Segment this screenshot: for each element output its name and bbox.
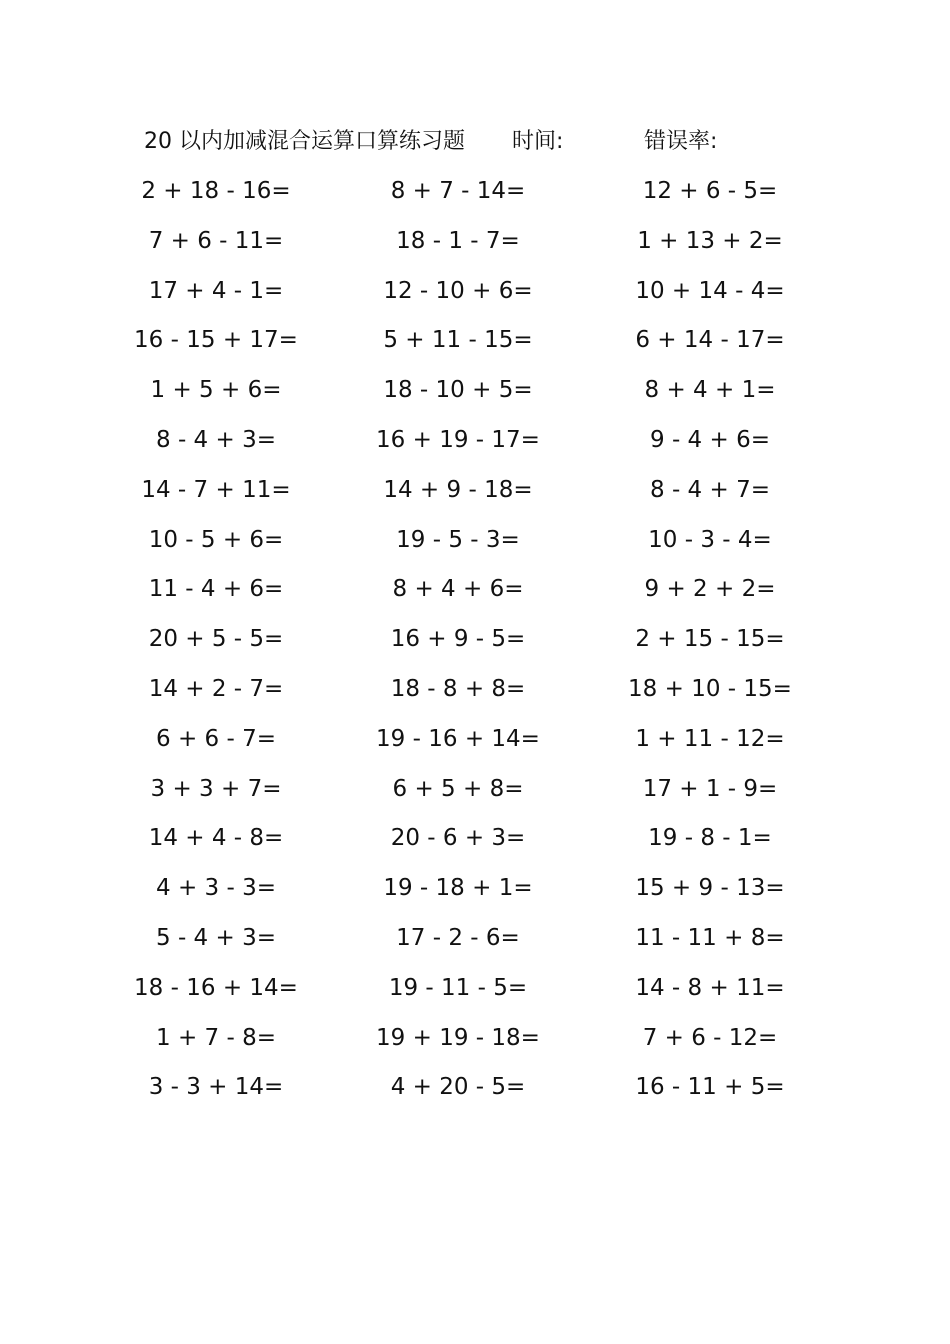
problem-cell: 16 + 9 - 5= — [390, 626, 526, 653]
problem-cell: 1 + 5 + 6= — [150, 377, 282, 404]
problem-cell: 18 - 1 - 7= — [396, 227, 520, 254]
worksheet-header — [144, 124, 784, 160]
problem-cell: 14 - 7 + 11= — [141, 476, 291, 503]
problem-cell: 9 + 2 + 2= — [644, 576, 776, 603]
problem-row — [0, 268, 950, 318]
problem-cell: 9 - 4 + 6= — [650, 426, 770, 453]
problem-cell: 14 + 9 - 18= — [383, 476, 533, 503]
problem-cell: 6 + 6 - 7= — [156, 725, 276, 752]
problem-cell: 16 + 19 - 17= — [376, 426, 540, 453]
problem-row — [0, 666, 950, 716]
problem-cell: 19 - 11 - 5= — [388, 974, 528, 1001]
problem-cell: 1 + 7 - 8= — [156, 1024, 276, 1051]
problem-cell: 18 + 10 - 15= — [628, 675, 792, 702]
problem-row — [0, 218, 950, 268]
problem-cell: 10 - 3 - 4= — [648, 526, 772, 553]
problem-cell: 8 + 7 - 14= — [390, 178, 526, 204]
problem-cell: 5 - 4 + 3= — [156, 924, 276, 951]
problem-cell: 10 - 5 + 6= — [148, 526, 284, 553]
problem-row — [0, 965, 950, 1015]
time-label: 时间: — [512, 129, 564, 154]
problem-cell: 18 - 16 + 14= — [134, 974, 298, 1001]
problem-cell: 7 + 6 - 12= — [642, 1024, 778, 1051]
problem-row — [0, 467, 950, 517]
problem-cell: 19 - 16 + 14= — [376, 725, 540, 752]
problem-row — [0, 417, 950, 467]
problem-cell: 14 + 4 - 8= — [148, 825, 284, 852]
problem-row — [0, 168, 950, 218]
problem-cell: 20 + 5 - 5= — [148, 626, 284, 653]
problem-row — [0, 865, 950, 915]
problem-cell: 15 + 9 - 13= — [635, 875, 785, 902]
problem-cell: 6 + 5 + 8= — [392, 775, 524, 802]
problem-cell: 8 + 4 + 6= — [392, 576, 524, 603]
problem-cell: 8 - 4 + 7= — [650, 476, 770, 503]
problem-cell: 8 - 4 + 3= — [156, 426, 276, 453]
problem-cell: 4 + 3 - 3= — [156, 875, 276, 902]
problem-row — [0, 517, 950, 567]
problem-cell: 5 + 11 - 15= — [383, 327, 533, 354]
problem-cell: 7 + 6 - 11= — [148, 227, 284, 254]
problem-cell: 3 + 3 + 7= — [150, 775, 282, 802]
problem-row — [0, 616, 950, 666]
problem-cell: 19 - 18 + 1= — [383, 875, 533, 902]
problem-cell: 19 + 19 - 18= — [376, 1024, 540, 1051]
problem-cell: 17 + 4 - 1= — [148, 277, 284, 304]
problem-row — [0, 317, 950, 367]
problem-cell: 11 - 4 + 6= — [148, 576, 284, 603]
problem-row — [0, 1015, 950, 1065]
problem-cell: 12 - 10 + 6= — [383, 277, 533, 304]
problem-cell: 19 - 8 - 1= — [648, 825, 772, 852]
problem-cell: 10 + 14 - 4= — [635, 277, 785, 304]
problem-row — [0, 766, 950, 816]
problem-row — [0, 915, 950, 965]
problem-cell: 2 + 18 - 16= — [141, 178, 291, 204]
worksheet-title: 20 以内加减混合运算口算练习题 — [144, 129, 465, 154]
problem-row — [0, 815, 950, 865]
problem-cell: 18 - 10 + 5= — [383, 377, 533, 404]
error-rate-label: 错误率: — [644, 129, 718, 154]
problem-cell: 3 - 3 + 14= — [148, 1074, 284, 1101]
problem-cell: 12 + 6 - 5= — [642, 178, 778, 204]
problem-cell: 16 - 11 + 5= — [635, 1074, 785, 1101]
problem-row — [0, 367, 950, 417]
problem-row — [0, 716, 950, 766]
problem-cell: 8 + 4 + 1= — [644, 377, 776, 404]
problem-row — [0, 1064, 950, 1114]
problem-cell: 11 - 11 + 8= — [635, 924, 785, 951]
problem-cell: 1 + 13 + 2= — [637, 227, 783, 254]
problem-cell: 18 - 8 + 8= — [390, 675, 526, 702]
problem-cell: 14 + 2 - 7= — [148, 675, 284, 702]
problem-cell: 14 - 8 + 11= — [635, 974, 785, 1001]
problem-cell: 20 - 6 + 3= — [390, 825, 526, 852]
problem-cell: 6 + 14 - 17= — [635, 327, 785, 354]
problem-cell: 1 + 11 - 12= — [635, 725, 785, 752]
problem-cell: 19 - 5 - 3= — [396, 526, 520, 553]
problem-cell: 2 + 15 - 15= — [635, 626, 785, 653]
problem-cell: 16 - 15 + 17= — [134, 327, 298, 354]
problem-grid — [0, 168, 950, 1114]
problem-cell: 17 + 1 - 9= — [642, 775, 778, 802]
problem-cell: 17 - 2 - 6= — [396, 924, 520, 951]
problem-cell: 4 + 20 - 5= — [390, 1074, 526, 1101]
problem-row — [0, 566, 950, 616]
